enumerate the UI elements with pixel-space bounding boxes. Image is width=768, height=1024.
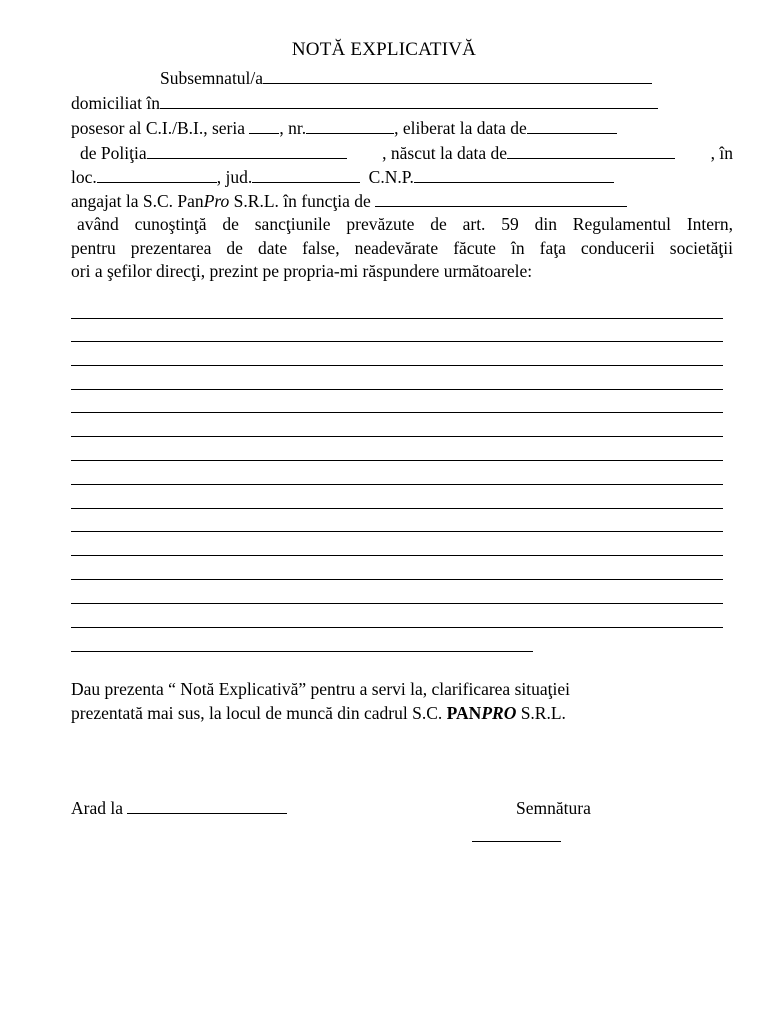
writing-line[interactable]: [71, 603, 723, 604]
declaration-line-3: ori a şefilor direcţi, prezint pe propria-mi răspundere următoarele:: [71, 261, 533, 281]
employment-line: [71, 189, 733, 213]
writing-line[interactable]: [71, 436, 723, 437]
signature-label: Semnătura: [516, 798, 591, 818]
id-series-field[interactable]: [249, 116, 279, 134]
writing-line[interactable]: [71, 651, 533, 652]
document-title: NOTĂ EXPLICATIVĂ: [291, 39, 477, 60]
writing-line[interactable]: [71, 484, 723, 485]
county-field[interactable]: [252, 165, 360, 183]
writing-line[interactable]: [71, 389, 723, 390]
writing-line[interactable]: [71, 531, 723, 532]
locality-line: [71, 165, 733, 189]
writing-line[interactable]: [71, 341, 723, 342]
declaration-line-1: având cunoştinţă de sancţiunile prevăzute de art. 59 din Regulamentul Intern,: [77, 214, 733, 234]
company-pan: PAN: [446, 703, 482, 723]
angajat-pro: Pro: [203, 191, 230, 211]
id-line: [71, 116, 733, 140]
writing-line[interactable]: [71, 460, 723, 461]
company-srl: S.R.L.: [516, 703, 566, 723]
job-title-field[interactable]: [375, 189, 627, 207]
writing-line[interactable]: [71, 318, 723, 319]
nr-label: , nr.: [279, 118, 307, 138]
place-date-line: [71, 796, 371, 820]
address-line: [71, 91, 733, 115]
subsemnatul-label: Subsemnatul/a: [160, 68, 264, 88]
closing-line-1: Dau prezenta “ Notă Explicativă” pentru a servi la, clarificarea situaţiei: [71, 679, 570, 699]
locality-field[interactable]: [97, 165, 217, 183]
address-field[interactable]: [160, 91, 658, 109]
company-pro: PRO: [481, 703, 517, 723]
name-field[interactable]: [263, 66, 652, 84]
closing-line-2: prezentată mai sus, la locul de muncă din cadrul S.C. PANPRO S.R.L.: [71, 703, 566, 723]
name-line: [71, 66, 733, 90]
posesor-label: posesor al C.I./B.I., seria: [71, 118, 245, 138]
angajat-label: angajat la S.C. Pan: [71, 191, 204, 211]
police-line: [71, 141, 733, 165]
angajat-rest: S.R.L. în funcţia de: [233, 191, 371, 211]
jud-label: , jud.: [216, 167, 253, 187]
writing-line[interactable]: [71, 627, 723, 628]
arad-label: Arad la: [71, 798, 123, 818]
writing-line[interactable]: [71, 365, 723, 366]
domiciliat-label: domiciliat în: [71, 93, 160, 113]
politia-label: de Poliţia: [80, 143, 147, 163]
writing-line[interactable]: [71, 579, 723, 580]
loc-label: loc.: [71, 167, 97, 187]
issue-date-field[interactable]: [527, 116, 617, 134]
cnp-field[interactable]: [414, 165, 614, 183]
eliberat-label: , eliberat la data de: [394, 118, 527, 138]
id-number-field[interactable]: [306, 116, 394, 134]
cnp-label: C.N.P.: [368, 167, 414, 187]
date-field[interactable]: [127, 796, 287, 814]
writing-line[interactable]: [71, 508, 723, 509]
in-label: , în: [710, 143, 733, 163]
writing-line[interactable]: [71, 412, 723, 413]
police-field[interactable]: [147, 141, 347, 159]
nascut-label: , născut la data de: [382, 143, 508, 163]
signature-field[interactable]: [472, 841, 561, 842]
declaration-line-2: pentru prezentarea de date false, neadevărate făcute în faţa conducerii societăţii: [71, 238, 733, 258]
birth-date-field[interactable]: [507, 141, 675, 159]
writing-line[interactable]: [71, 555, 723, 556]
